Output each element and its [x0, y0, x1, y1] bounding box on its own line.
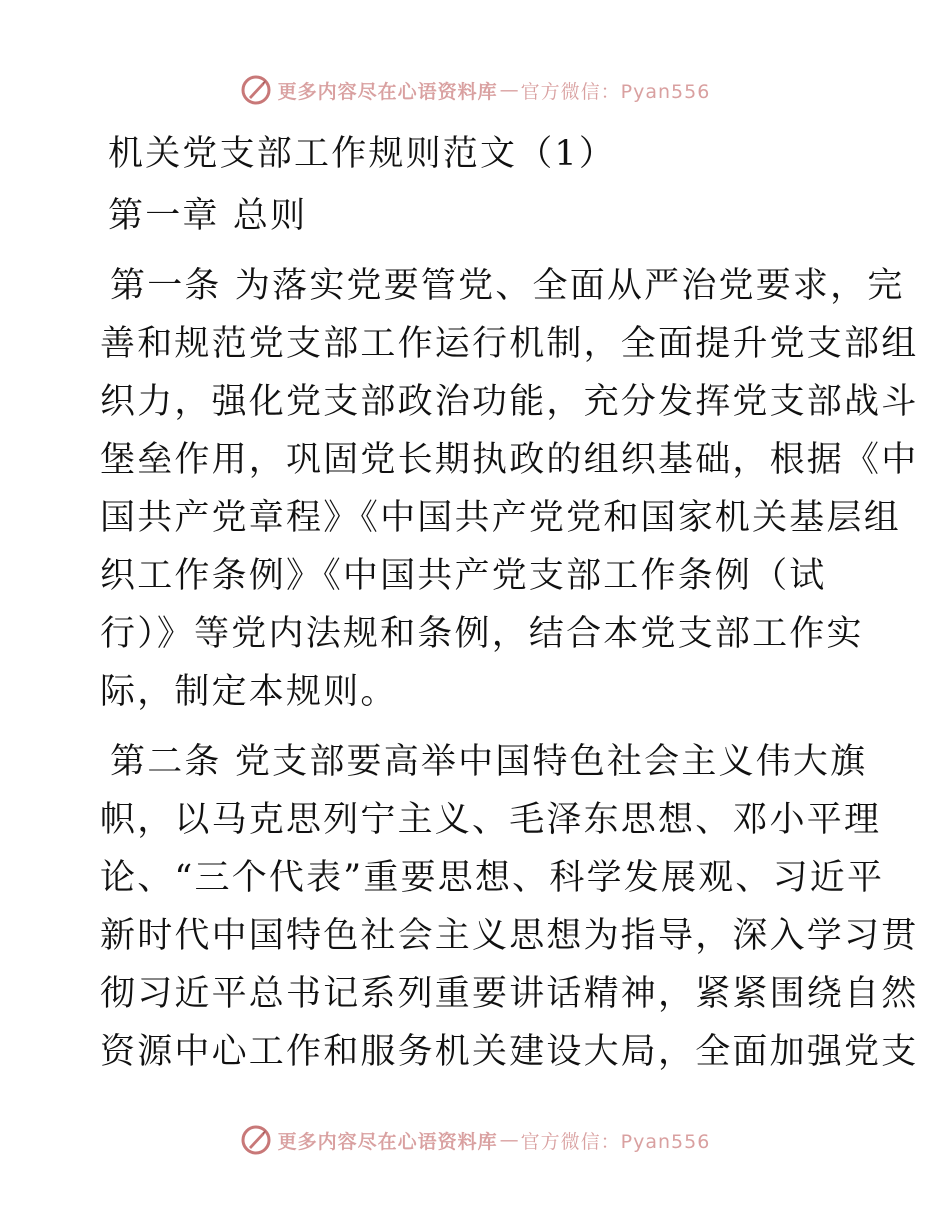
watermark-official-account: 官方微信：Pyan556	[520, 1130, 711, 1153]
paragraph-line: 论、“三个代表”重要思想、科学发展观、习近平	[100, 858, 885, 898]
paragraph-line: 行）》等党内法规和条例，结合本党支部工作实	[100, 614, 864, 654]
quill-seal-icon	[240, 1124, 272, 1156]
watermark-brand: 更多内容尽在心语资料库	[277, 1130, 498, 1153]
paragraph-line: 第一条 为落实党要管党、全面从严治党要求，完	[110, 266, 905, 306]
watermark-banner-bottom	[0, 1120, 950, 1160]
chapter-heading: 第一章 总则	[108, 196, 308, 236]
quill-seal-icon	[240, 74, 272, 106]
watermark-separator: —	[499, 79, 519, 101]
article-1-paragraph	[100, 257, 919, 721]
document-body	[100, 125, 919, 1093]
paragraph-line: 善和规范党支部工作运行机制，全面提升党支部组	[100, 324, 919, 364]
paragraph-line: 堡垒作用，巩固党长期执政的组织基础，根据《中	[100, 440, 919, 480]
document-title: 机关党支部工作规则范文（1）	[108, 134, 617, 174]
paragraph-line: 织工作条例》《中国共产党支部工作条例（试	[100, 556, 827, 596]
paragraph-line: 资源中心工作和服务机关建设大局，全面加强党支	[100, 1032, 919, 1072]
paragraph-line: 第二条 党支部要高举中国特色社会主义伟大旗	[110, 742, 868, 782]
paragraph-line: 新时代中国特色社会主义思想为指导，深入学习贯	[100, 916, 919, 956]
paragraph-line: 彻习近平总书记系列重要讲话精神，紧紧围绕自然	[100, 974, 919, 1014]
paragraph-line: 织力，强化党支部政治功能，充分发挥党支部战斗	[100, 382, 919, 422]
paragraph-line: 际，制定本规则。	[100, 672, 398, 712]
watermark-separator: —	[499, 1129, 519, 1151]
watermark-banner-top	[0, 70, 950, 110]
watermark-official-account: 官方微信：Pyan556	[520, 80, 711, 103]
paragraph-line: 国共产党章程》《中国共产党党和国家机关基层组	[100, 498, 901, 538]
watermark-brand: 更多内容尽在心语资料库	[277, 80, 498, 103]
paragraph-line: 帜，以马克思列宁主义、毛泽东思想、邓小平理	[100, 800, 882, 840]
article-2-paragraph	[100, 733, 919, 1081]
